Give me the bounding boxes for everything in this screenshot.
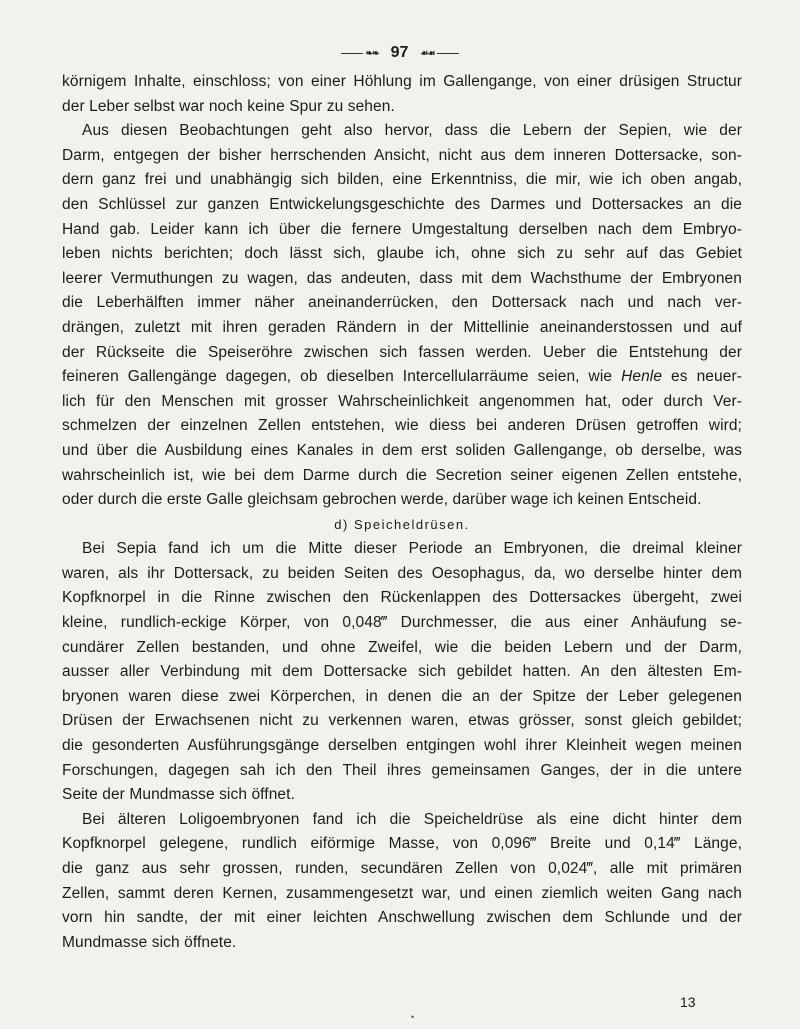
right-ornament-icon: ☙☙ — [418, 48, 458, 59]
text-line: Kopfknorpel in die Rinne zwischen den Rückenlappen des Dottersackes übergeht, zwei — [62, 589, 742, 607]
text-line: die ganz aus sehr grossen, runden, secundären Zellen von 0,024‴, alle mit primären — [62, 860, 742, 877]
page-header — [0, 44, 800, 62]
text-line: vorn hin sandte, der mit einer leichten Anschwellung zwischen dem Schlunde und der — [62, 909, 742, 927]
text-line: dern ganz frei und unabhängig sich bilden, eine Erkenntniss, die mir, wie ich oben angab, — [62, 171, 742, 189]
text-line: lich für den Menschen mit grosser Wahrscheinlichkeit angenommen hat, oder durch Ver- — [62, 392, 742, 410]
text-line: Drüsen der Erwachsenen nicht zu verkennen waren, etwas grösser, sonst gleich gebildet; — [62, 712, 742, 730]
text-line: Bei Sepia fand ich um die Mitte dieser Periode an Embryonen, die dreimal kleiner — [82, 540, 742, 558]
text-line: schmelzen der einzelnen Zellen entstehen, wie diess bei anderen Drüsen getroffen wird; — [62, 417, 742, 435]
text-line: Hand gab. Leider kann ich über die fernere Umgestaltung derselben nach dem Embryo- — [62, 220, 742, 238]
text-line: und über die Ausbildung eines Kanales in dem erst soliden Gallengange, ob derselbe, was — [62, 441, 742, 459]
text-line: oder durch die erste Galle gleichsam gebrochen werde, darüber wage ich keinen Entscheid. — [62, 491, 702, 509]
text-line: der Rückseite die Speiseröhre zwischen sich fassen werden. Ueber die Entstehung der — [62, 343, 742, 361]
text-line: Darm, entgegen der bisher herrschenden Ansicht, nicht aus dem inneren Dottersacke, son- — [62, 146, 742, 164]
text-line: körnigem Inhalte, einschloss; von einer Höhlung im Gallengange, von einer drüsigen Structur — [62, 73, 742, 90]
text-line: Mundmasse sich öffnete. — [62, 933, 237, 951]
text-line: bryonen waren diese zwei Körperchen, in denen die an der Spitze der Leber gelegenen — [62, 687, 742, 705]
body-text — [62, 70, 742, 955]
ink-speck-icon: • — [411, 1012, 415, 1022]
text-line: Forschungen, dagegen sah ich den Theil ihres gemeinsamen Ganges, der in die untere — [62, 761, 742, 779]
author-name: Henle — [621, 368, 663, 386]
left-ornament-icon: ❧❧ — [341, 48, 380, 59]
section-heading: d) Speicheldrüsen. — [334, 516, 470, 532]
text-line: leerer Vermuthungen zu wagen, das andeuten, dass mit dem Wachsthume der Embryonen — [62, 269, 742, 287]
signature-mark: 13 — [680, 994, 696, 1010]
text-line — [62, 365, 742, 390]
text-line: cundärer Zellen bestanden, und ohne Zweifel, wie die beiden Lebern und der Darm, — [62, 638, 742, 656]
text-fragment: feineren Gallengänge dagegen, ob dieselben Intercellularräume seien, wie — [62, 368, 613, 386]
text-line: Kopfknorpel gelegene, rundlich eiförmige Masse, von 0,096‴ Breite und 0,14‴ Länge, — [62, 835, 742, 853]
text-fragment: es neuer- — [662, 368, 742, 386]
text-line: wahrscheinlich ist, wie bei dem Darme durch die Secretion seiner eigenen Zellen entstehe, — [62, 466, 742, 484]
text-line: ausser aller Verbindung mit dem Dottersacke sich gebildet hatten. An den ältesten Em- — [62, 663, 742, 681]
text-line: waren, als ihr Dottersack, zu beiden Seiten des Oesophagus, da, wo derselbe hinter dem — [62, 564, 742, 582]
page-number: 97 — [390, 44, 409, 61]
text-line: leben nichts berichten; doch lässt sich, glaube ich, ohne sich zu sehr auf das Gebiet — [62, 245, 742, 263]
text-line: Seite der Mundmasse sich öffnet. — [62, 786, 295, 804]
text-line: die Leberhälften immer näher aneinanderrücken, den Dottersack nach und nach ver- — [62, 294, 742, 312]
text-line: Bei älteren Loligoembryonen fand ich die Speicheldrüse als eine dicht hinter dem — [82, 810, 742, 828]
text-line: drängen, zuletzt mit ihren geraden Rändern in der Mittellinie aneinanderstossen und auf — [62, 318, 742, 336]
text-line: den Schlüssel zur ganzen Entwickelungsgeschichte des Darmes und Dottersackes an die — [62, 195, 742, 213]
text-line: Zellen, sammt deren Kernen, zusammengesetzt war, und einen ziemlich weiten Gang nach — [62, 884, 742, 902]
text-line: der Leber selbst war noch keine Spur zu sehen. — [62, 97, 395, 115]
text-line: die gesonderten Ausführungsgänge derselben entgingen wohl ihrer Kleinheit wegen meinen — [62, 737, 742, 755]
text-line: kleine, rundlich-eckige Körper, von 0,048‴ Durchmesser, die aus einer Anhäufung se- — [62, 614, 742, 632]
text-line: Aus diesen Beobachtungen geht also hervor, dass die Lebern der Sepien, wie der — [82, 122, 742, 140]
